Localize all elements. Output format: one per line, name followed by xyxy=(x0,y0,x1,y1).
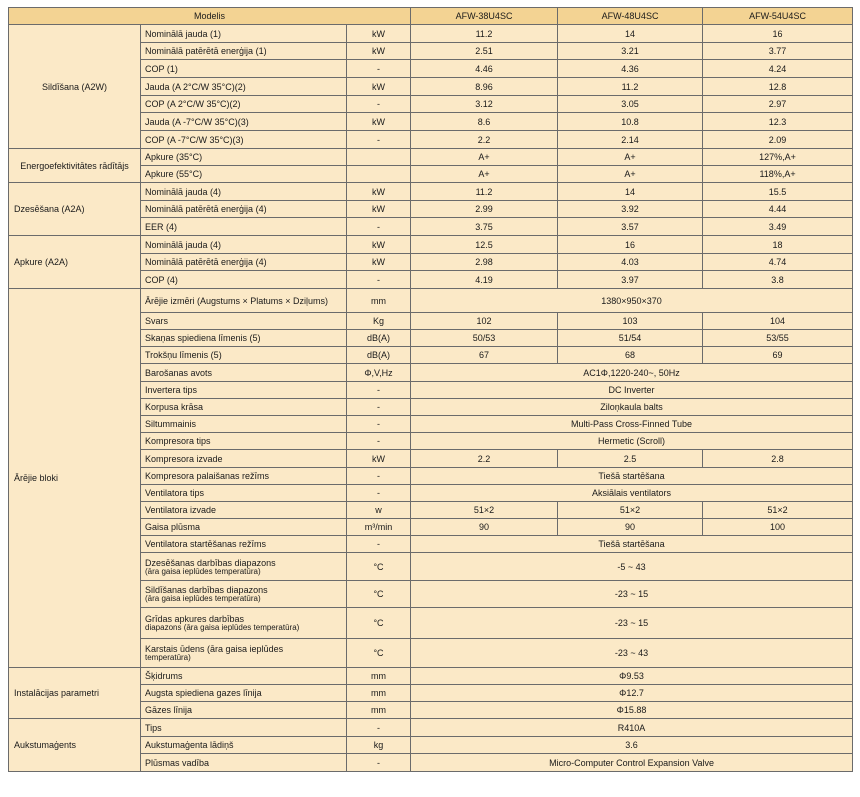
spec-value-all-models: 3.6 xyxy=(411,737,853,754)
model-header-1: AFW-38U4SC xyxy=(411,8,558,25)
spec-row xyxy=(9,183,853,201)
spec-value-model-1: 2.98 xyxy=(411,254,558,271)
spec-item xyxy=(141,201,347,218)
spec-item xyxy=(141,382,347,399)
spec-value-model-2: 90 xyxy=(558,519,703,536)
spec-value-all-models: R410A xyxy=(411,719,853,737)
group-label-refrigerant: Aukstumaģents xyxy=(9,719,141,772)
spec-item xyxy=(141,218,347,236)
spec-value-model-3: 3.8 xyxy=(703,271,853,289)
spec-value-model-3: 3.49 xyxy=(703,218,853,236)
spec-item xyxy=(141,166,347,183)
spec-item-note: (āra gaisa ieplūdes temperatūra) xyxy=(145,566,261,576)
spec-value-all-models: -5 ~ 43 xyxy=(411,553,853,581)
spec-value-all-models: -23 ~ 43 xyxy=(411,639,853,668)
model-header-2: AFW-48U4SC xyxy=(558,8,703,25)
group-label-heating-a2a: Apkure (A2A) xyxy=(9,236,141,289)
spec-item xyxy=(141,416,347,433)
spec-value-model-1: 102 xyxy=(411,313,558,330)
spec-value-model-3: 100 xyxy=(703,519,853,536)
spec-value-model-1: 90 xyxy=(411,519,558,536)
spec-unit: - xyxy=(347,433,411,450)
spec-unit: - xyxy=(347,96,411,113)
spec-value-model-3: 51×2 xyxy=(703,502,853,519)
spec-value-model-2: A+ xyxy=(558,166,703,183)
spec-value-model-3: 4.74 xyxy=(703,254,853,271)
spec-item xyxy=(141,639,347,668)
spec-value-model-3: 4.44 xyxy=(703,201,853,218)
spec-item-label: Gāzes līnija xyxy=(145,705,193,715)
spec-item xyxy=(141,608,347,639)
spec-item-label: Grīdas apkures darbības xyxy=(145,614,245,624)
spec-item-note: diapazons (āra gaisa ieplūdes temperatūra) xyxy=(145,623,300,632)
spec-value-model-1: 51×2 xyxy=(411,502,558,519)
spec-unit: - xyxy=(347,485,411,502)
spec-value-model-1: 3.75 xyxy=(411,218,558,236)
spec-item xyxy=(141,313,347,330)
spec-value-model-1: 8.96 xyxy=(411,78,558,96)
spec-value-model-3: 12.3 xyxy=(703,113,853,131)
spec-item xyxy=(141,754,347,772)
spec-value-model-2: 3.57 xyxy=(558,218,703,236)
spec-item-label: Plūsmas vadība xyxy=(145,757,210,768)
spec-item-label: Tips xyxy=(145,722,162,733)
spec-value-model-1: 3.12 xyxy=(411,96,558,113)
spec-value-all-models: Φ9.53 xyxy=(411,668,853,685)
spec-value-model-3: 127%,A+ xyxy=(703,149,853,166)
spec-unit: - xyxy=(347,416,411,433)
spec-value-model-3: 104 xyxy=(703,313,853,330)
spec-item-label: Siltummainis xyxy=(145,419,197,429)
spec-item-label: Sildīšanas darbības diapazons xyxy=(145,585,268,595)
spec-value-model-2: 4.03 xyxy=(558,254,703,271)
spec-value-model-3: 4.24 xyxy=(703,60,853,78)
spec-unit: kW xyxy=(347,183,411,201)
spec-value-model-3: 118%,A+ xyxy=(703,166,853,183)
spec-item-label: Dzesēšanas darbības diapazons xyxy=(145,557,276,568)
spec-item-label: Jauda (A -7°C/W 35°C)(3) xyxy=(145,116,249,127)
spec-unit: mm xyxy=(347,702,411,719)
spec-unit xyxy=(347,166,411,183)
spec-value-all-models: Tiešā startēšana xyxy=(411,468,853,485)
spec-unit: w xyxy=(347,502,411,519)
spec-unit: kg xyxy=(347,737,411,754)
spec-value-all-models: -23 ~ 15 xyxy=(411,581,853,608)
spec-item xyxy=(141,433,347,450)
spec-value-model-2: 4.36 xyxy=(558,60,703,78)
spec-item xyxy=(141,581,347,608)
spec-unit: - xyxy=(347,754,411,772)
spec-item-label: Kompresora tips xyxy=(145,436,211,446)
spec-unit: - xyxy=(347,271,411,289)
spec-value-model-1: 12.5 xyxy=(411,236,558,254)
spec-value-model-3: 15.5 xyxy=(703,183,853,201)
spec-unit xyxy=(347,149,411,166)
spec-item xyxy=(141,519,347,536)
spec-item-label: Nominālā patērētā enerģija (1) xyxy=(145,46,267,56)
spec-unit: Kg xyxy=(347,313,411,330)
spec-item xyxy=(141,183,347,201)
spec-item xyxy=(141,553,347,581)
spec-item-label: Invertera tips xyxy=(145,385,198,395)
spec-value-model-3: 69 xyxy=(703,347,853,364)
spec-row xyxy=(9,25,853,43)
spec-row xyxy=(9,668,853,685)
spec-value-all-models: 1380×950×370 xyxy=(411,289,853,313)
spec-value-model-2: 51/54 xyxy=(558,330,703,347)
spec-item-label: COP (1) xyxy=(145,63,178,74)
spec-value-model-2: 16 xyxy=(558,236,703,254)
spec-item-label: Nominālā jauda (1) xyxy=(145,28,222,39)
spec-value-model-2: 103 xyxy=(558,313,703,330)
spec-value-model-2: 3.97 xyxy=(558,271,703,289)
spec-item xyxy=(141,43,347,60)
spec-unit: mm xyxy=(347,668,411,685)
spec-value-model-3: 2.97 xyxy=(703,96,853,113)
spec-item xyxy=(141,347,347,364)
spec-item-label: Barošanas avots xyxy=(145,367,213,378)
spec-unit: °C xyxy=(347,553,411,581)
spec-value-model-2: 2.5 xyxy=(558,450,703,468)
spec-row xyxy=(9,149,853,166)
spec-value-model-2: A+ xyxy=(558,149,703,166)
spec-value-model-3: 53/55 xyxy=(703,330,853,347)
spec-item-label: Svars xyxy=(145,316,169,326)
spec-item xyxy=(141,236,347,254)
spec-value-model-1: 67 xyxy=(411,347,558,364)
model-header-3: AFW-54U4SC xyxy=(703,8,853,25)
spec-item-label: EER (4) xyxy=(145,221,178,232)
group-label-install: Instalācijas parametri xyxy=(9,668,141,719)
spec-value-model-1: 2.51 xyxy=(411,43,558,60)
spec-item-label: Šķidrums xyxy=(145,671,183,681)
spec-value-model-1: 8.6 xyxy=(411,113,558,131)
spec-value-all-models: Hermetic (Scroll) xyxy=(411,433,853,450)
spec-value-model-1: 50/53 xyxy=(411,330,558,347)
spec-value-model-1: 2.2 xyxy=(411,131,558,149)
spec-unit: kW xyxy=(347,43,411,60)
spec-value-model-2: 68 xyxy=(558,347,703,364)
spec-unit: - xyxy=(347,60,411,78)
spec-item-note: temperatūra) xyxy=(145,653,191,662)
spec-value-all-models: Micro-Computer Control Expansion Valve xyxy=(411,754,853,772)
spec-item-label: COP (4) xyxy=(145,274,178,285)
spec-item-label: Jauda (A 2°C/W 35°C)(2) xyxy=(145,81,246,92)
spec-value-model-3: 18 xyxy=(703,236,853,254)
spec-unit: kW xyxy=(347,78,411,96)
spec-value-model-3: 12.8 xyxy=(703,78,853,96)
spec-row xyxy=(9,289,853,313)
spec-value-model-3: 3.77 xyxy=(703,43,853,60)
spec-value-all-models: Φ15.88 xyxy=(411,702,853,719)
spec-value-model-1: A+ xyxy=(411,166,558,183)
models-header: Modelis xyxy=(9,8,411,25)
spec-unit: - xyxy=(347,382,411,399)
spec-value-all-models: Φ12.7 xyxy=(411,685,853,702)
spec-value-model-1: 4.46 xyxy=(411,60,558,78)
spec-value-model-2: 3.21 xyxy=(558,43,703,60)
spec-value-model-3: 16 xyxy=(703,25,853,43)
spec-item-label: Nominālā patērētā enerģija (4) xyxy=(145,257,267,267)
spec-unit: kW xyxy=(347,25,411,43)
spec-unit: mm xyxy=(347,685,411,702)
spec-value-model-2: 2.14 xyxy=(558,131,703,149)
spec-item xyxy=(141,364,347,382)
spec-unit: mm xyxy=(347,289,411,313)
spec-item-label: Augsta spiediena gazes līnija xyxy=(145,688,262,698)
spec-value-model-1: 11.2 xyxy=(411,183,558,201)
spec-item-label: COP (A -7°C/W 35°C)(3) xyxy=(145,134,244,145)
spec-unit: kW xyxy=(347,113,411,131)
spec-item xyxy=(141,78,347,96)
spec-value-model-1: 2.2 xyxy=(411,450,558,468)
spec-item xyxy=(141,450,347,468)
spec-item-label: Trokšņu līmenis (5) xyxy=(145,350,222,360)
spec-item-label: Apkure (55°C) xyxy=(145,169,203,179)
spec-value-all-models: AC1Φ,1220-240~, 50Hz xyxy=(411,364,853,382)
spec-unit: - xyxy=(347,536,411,553)
spec-value-model-3: 2.8 xyxy=(703,450,853,468)
spec-item xyxy=(141,737,347,754)
spec-value-model-1: 2.99 xyxy=(411,201,558,218)
spec-item-label: Apkure (35°C) xyxy=(145,152,203,162)
spec-item xyxy=(141,131,347,149)
spec-unit: - xyxy=(347,719,411,737)
spec-value-all-models: Ziloņkaula balts xyxy=(411,399,853,416)
spec-unit: - xyxy=(347,131,411,149)
spec-item xyxy=(141,271,347,289)
spec-item xyxy=(141,668,347,685)
spec-item-label: Karstais ūdens (āra gaisa ieplūdes xyxy=(145,644,284,654)
spec-item-label: COP (A 2°C/W 35°C)(2) xyxy=(145,99,241,109)
spec-unit: Φ,V,Hz xyxy=(347,364,411,382)
spec-unit: °C xyxy=(347,581,411,608)
spec-unit: kW xyxy=(347,201,411,218)
spec-item-label: Korpusa krāsa xyxy=(145,402,204,412)
spec-item xyxy=(141,96,347,113)
spec-item-label: Ventilatora tips xyxy=(145,488,205,498)
group-label-heating-a2w: Sildīšana (A2W) xyxy=(9,25,141,149)
spec-unit: dB(A) xyxy=(347,330,411,347)
spec-unit: - xyxy=(347,468,411,485)
spec-item xyxy=(141,330,347,347)
spec-value-all-models: DC Inverter xyxy=(411,382,853,399)
spec-unit: kW xyxy=(347,254,411,271)
spec-value-model-2: 10.8 xyxy=(558,113,703,131)
spec-value-model-1: 4.19 xyxy=(411,271,558,289)
spec-item xyxy=(141,60,347,78)
spec-unit: °C xyxy=(347,608,411,639)
spec-value-model-3: 2.09 xyxy=(703,131,853,149)
spec-item-note: (āra gaisa ieplūdes temperatūra) xyxy=(145,594,261,603)
group-label-energy: Energoefektivitātes rādītājs xyxy=(9,149,141,183)
spec-item-label: Ventilatora izvade xyxy=(145,505,217,515)
spec-item-label: Nominālā patērētā enerģija (4) xyxy=(145,204,267,214)
group-label-outdoor: Ārējie bloki xyxy=(9,289,141,668)
spec-row xyxy=(9,236,853,254)
spec-item xyxy=(141,25,347,43)
spec-unit: °C xyxy=(347,639,411,668)
spec-item xyxy=(141,685,347,702)
group-label-cooling-a2a: Dzesēšana (A2A) xyxy=(9,183,141,236)
spec-unit: - xyxy=(347,218,411,236)
header-row xyxy=(9,8,853,25)
spec-item-label: Nominālā jauda (4) xyxy=(145,239,222,250)
specification-table xyxy=(8,7,853,772)
spec-item xyxy=(141,149,347,166)
spec-value-model-2: 51×2 xyxy=(558,502,703,519)
spec-value-all-models: -23 ~ 15 xyxy=(411,608,853,639)
spec-item xyxy=(141,502,347,519)
spec-item xyxy=(141,485,347,502)
spec-value-model-2: 3.05 xyxy=(558,96,703,113)
spec-item-label: Aukstumaģenta lādiņš xyxy=(145,740,234,750)
spec-item-label: Kompresora izvade xyxy=(145,453,223,464)
spec-value-all-models: Aksiālais ventilators xyxy=(411,485,853,502)
spec-item-label: Ārējie izmēri (Augstums × Platums × Dziļums) xyxy=(145,295,329,306)
spec-value-model-2: 3.92 xyxy=(558,201,703,218)
spec-value-model-2: 14 xyxy=(558,25,703,43)
spec-item-label: Skaņas spiediena līmenis (5) xyxy=(145,333,261,343)
spec-item xyxy=(141,719,347,737)
spec-item xyxy=(141,702,347,719)
spec-unit: - xyxy=(347,399,411,416)
spec-item xyxy=(141,254,347,271)
spec-row xyxy=(9,719,853,737)
spec-unit: kW xyxy=(347,450,411,468)
spec-value-model-1: 11.2 xyxy=(411,25,558,43)
spec-item xyxy=(141,399,347,416)
spec-item-label: Gaisa plūsma xyxy=(145,522,201,532)
spec-item-label: Kompresora palaišanas režīms xyxy=(145,471,270,481)
spec-item xyxy=(141,289,347,313)
spec-item xyxy=(141,468,347,485)
spec-unit: dB(A) xyxy=(347,347,411,364)
spec-unit: kW xyxy=(347,236,411,254)
spec-item xyxy=(141,536,347,553)
spec-item-label: Ventilatora startēšanas režīms xyxy=(145,539,267,549)
spec-value-all-models: Multi-Pass Cross-Finned Tube xyxy=(411,416,853,433)
spec-unit: m³/min xyxy=(347,519,411,536)
spec-value-model-2: 11.2 xyxy=(558,78,703,96)
spec-value-model-1: A+ xyxy=(411,149,558,166)
spec-item-label: Nominālā jauda (4) xyxy=(145,186,222,197)
spec-value-all-models: Tiešā startēšana xyxy=(411,536,853,553)
spec-item xyxy=(141,113,347,131)
spec-value-model-2: 14 xyxy=(558,183,703,201)
